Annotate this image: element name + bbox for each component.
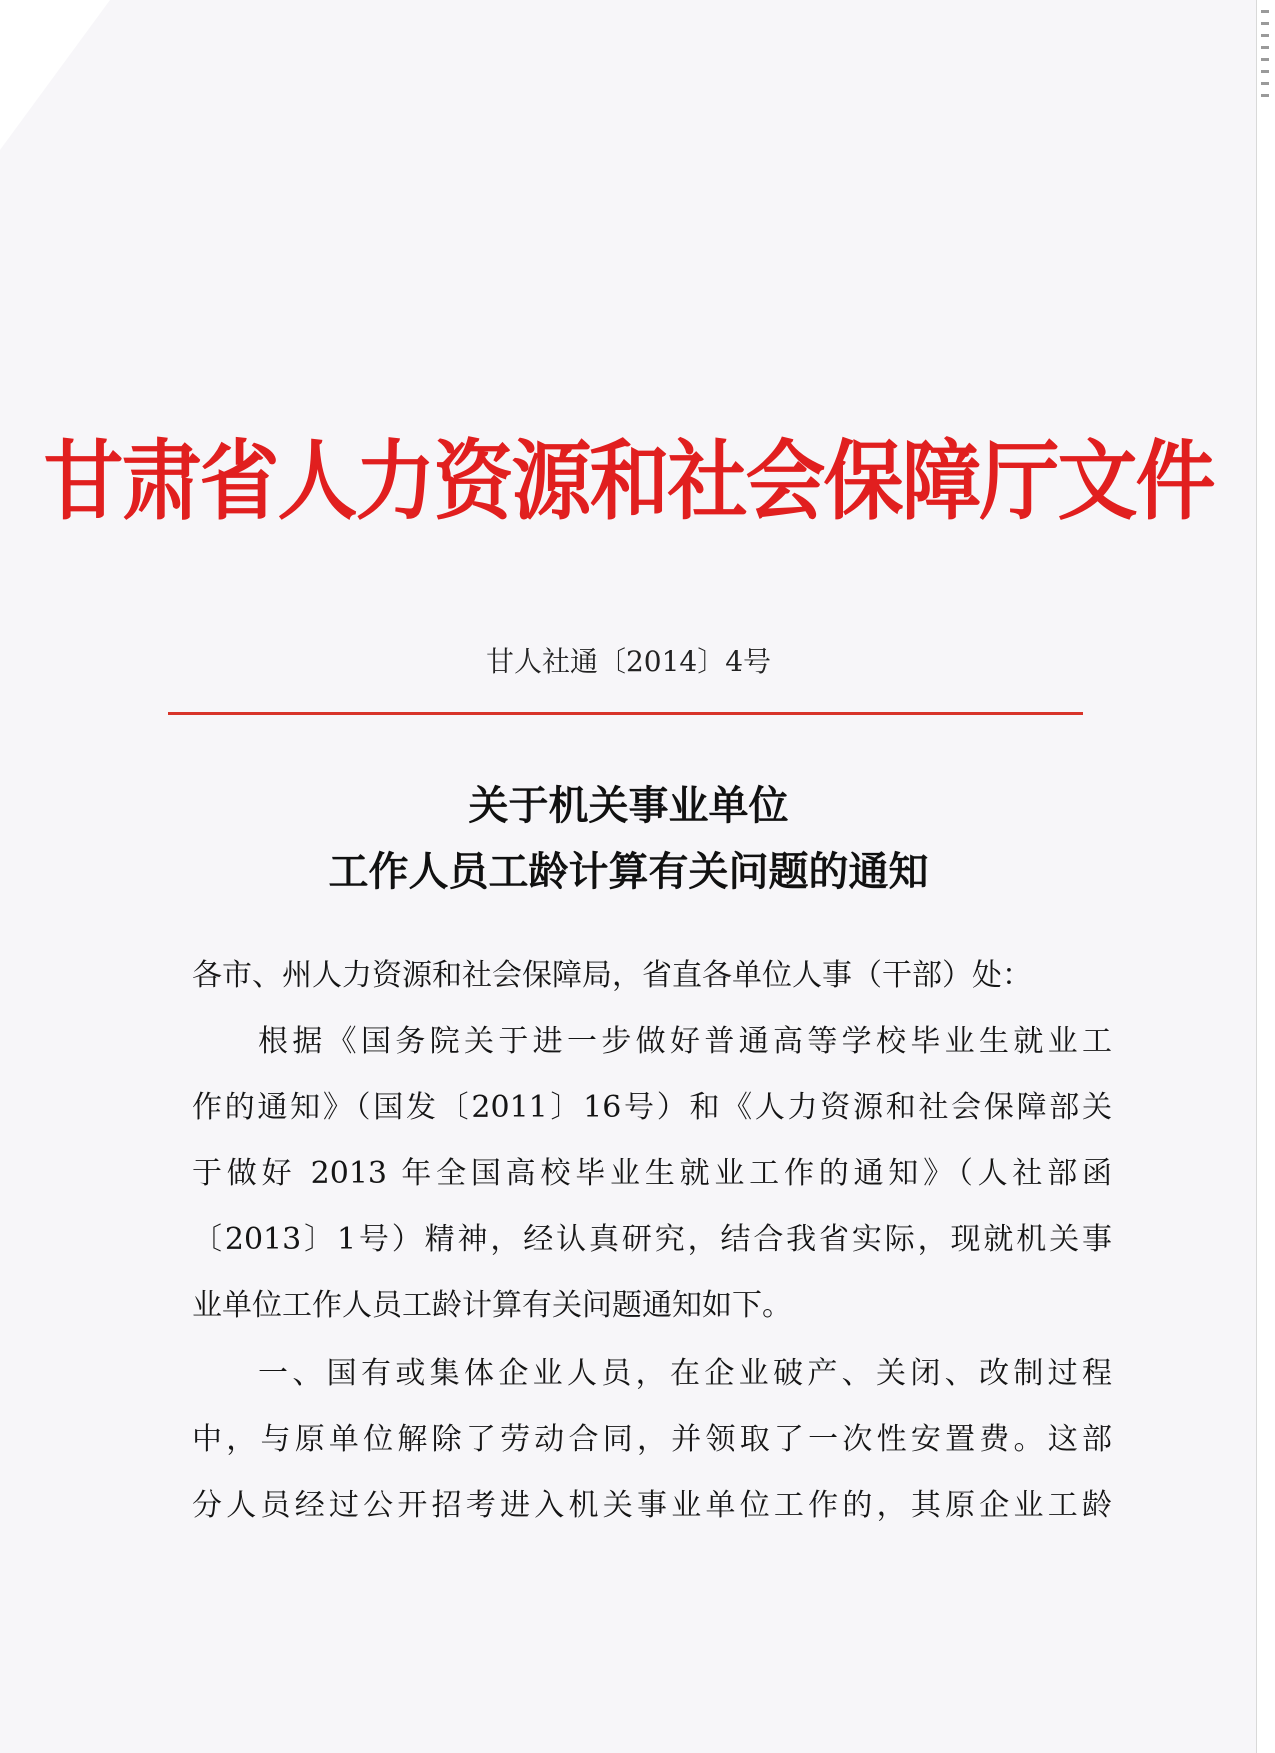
document-number: 甘人社通〔2014〕4号 — [485, 645, 772, 678]
body-line: 作的通知》（国发〔2011〕16号）和《人力资源和社会保障部关 — [192, 1090, 1112, 1125]
body-line: 业单位工作人员工龄计算有关问题通知如下。 — [192, 1288, 792, 1323]
binding-marks — [1261, 10, 1269, 100]
document-header-title: 甘肃省人力资源和社会保障厅文件 — [43, 431, 1214, 532]
body-line: 分人员经过公开招考进入机关事业单位工作的，其原企业工龄 — [192, 1488, 1112, 1523]
show-through-text — [150, 210, 1080, 270]
body-line: 根据《国务院关于进一步做好普通高等学校毕业生就业工 — [258, 1024, 1112, 1059]
paper-edge — [1256, 0, 1275, 1753]
subject-title-line-1: 关于机关事业单位 — [468, 783, 789, 829]
body-line: 〔2013〕1号）精神，经认真研究，结合我省实际，现就机关事 — [192, 1222, 1112, 1257]
addressee-line: 各市、州人力资源和社会保障局，省直各单位人事（干部）处： — [192, 958, 1032, 993]
red-separator-line — [168, 712, 1083, 715]
subject-title-line-2: 工作人员工龄计算有关问题的通知 — [328, 849, 929, 895]
body-line: 于做好 2013 年全国高校毕业生就业工作的通知》（人社部函 — [192, 1156, 1112, 1191]
body-line: 中，与原单位解除了劳动合同，并领取了一次性安置费。这部 — [192, 1422, 1112, 1457]
body-line: 一、国有或集体企业人员，在企业破产、关闭、改制过程 — [258, 1356, 1112, 1391]
folded-corner — [0, 0, 110, 150]
